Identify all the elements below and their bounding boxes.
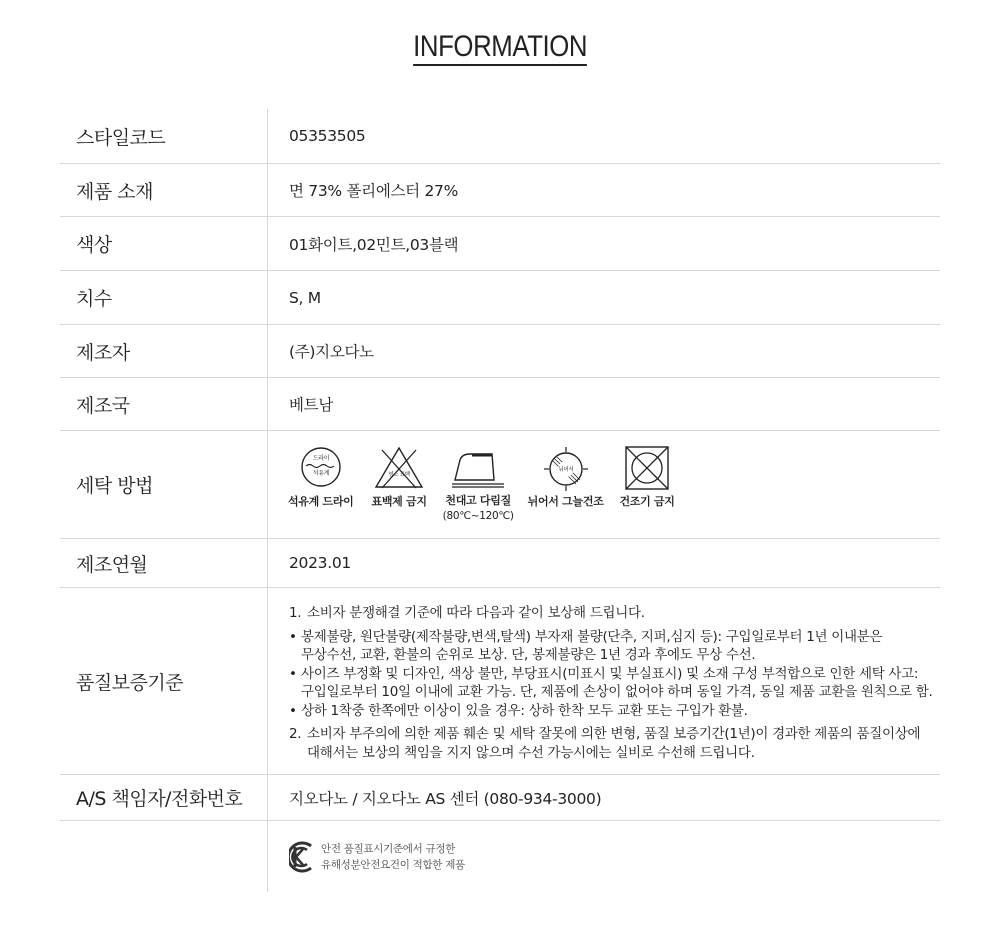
kc-mark-icon (289, 840, 315, 874)
no-bleach-icon (373, 446, 425, 490)
row-manufacturer (60, 325, 940, 378)
row-material (60, 164, 940, 217)
row-style-code (60, 109, 940, 164)
dry-flat-shade-icon (542, 446, 590, 492)
row-country (60, 378, 940, 431)
value-size: S, M (289, 288, 321, 307)
label-washing: 세탁 방법 (60, 431, 268, 538)
value-as-contact: 지오다노 / 지오다노 AS 센터 (080-934-3000) (289, 789, 602, 808)
kc-text (321, 841, 465, 873)
label-manufactured-date: 제조연월 (60, 539, 268, 587)
kc-text-line2: 유해성분안전요건이 적합한 제품 (321, 858, 465, 871)
label-manufacturer: 제조자 (60, 325, 268, 377)
care-label-no-tumble: 건조기 금지 (619, 495, 675, 508)
kc-text-line1: 안전 품질표시기준에서 규정한 (321, 842, 456, 855)
value-manufactured-date: 2023.01 (289, 554, 351, 572)
warranty-bullet (289, 628, 940, 665)
warranty-bullet-3-text: 상하 1착중 한쪽에만 이상이 있을 경우: 상하 한착 모두 교환 또는 구입가 환불. (301, 702, 748, 719)
iron-temperature-text: (80℃~120℃) (442, 509, 514, 522)
warranty-bullet-2-text: 사이즈 부정확 및 디자인, 색상 불만, 부당표시(미표시 및 부실표시) 및 소재 구성 부적합으로 인한 세탁 사고: 구입일로부터 10일 이내에 교환 가능. 단, 제품에 손상이 없어야 하며 동일 가격, 동일 제품 교환을 원칙으로 함. (301, 665, 933, 700)
warranty-text (268, 588, 940, 774)
washing-icons (268, 431, 940, 538)
dry-clean-petroleum-icon (298, 446, 344, 488)
care-item-no-tumble (619, 446, 674, 510)
warranty-bullet (289, 665, 940, 702)
label-empty (60, 821, 268, 892)
value-color: 01화이트,02민트,03블랙 (289, 235, 459, 254)
warranty-bullet (289, 702, 940, 721)
care-label-dry-clean: 석유계 드라이 (288, 495, 354, 508)
value-style-code: 05353505 (289, 127, 366, 145)
dry-flat-inner-text: 뉘어서 (558, 467, 574, 473)
row-color (60, 217, 940, 271)
row-warranty (60, 588, 940, 775)
no-tumble-dry-icon (623, 446, 671, 490)
iron-with-cloth-icon (450, 446, 506, 490)
kc-certification (268, 821, 940, 892)
value-manufacturer: (주)지오다노 (289, 343, 374, 361)
warranty-item-2-text: 소비자 부주의에 의한 제품 훼손 및 세탁 잘못에 의한 변형, 품질 보증기간(1년)이 경과한 제품의 품질이상에 대해서는 보상의 책임을 지지 않으며 수선 가능시에는 실비로 수선해 드립니다. (307, 726, 921, 761)
bullet-mark: • (289, 702, 297, 719)
warranty-item-1-text: 소비자 분쟁해결 기준에 따라 다음과 같이 보상해 드립니다. (307, 605, 645, 621)
page-title: INFORMATION (413, 30, 587, 66)
care-item-dry-clean (288, 446, 354, 510)
care-label-no-bleach: 표백제 금지 (371, 495, 427, 508)
care-label-iron (443, 494, 514, 524)
warranty-item-2-num: 2. (289, 726, 302, 742)
page-title-wrap (0, 30, 1000, 66)
dry-clean-top-text: 드라이 (312, 455, 329, 462)
label-warranty: 품질보증기준 (60, 588, 268, 774)
dry-clean-bottom-text: 석유계 (312, 470, 329, 477)
label-country: 제조국 (60, 378, 268, 430)
value-country: 베트남 (289, 396, 334, 414)
row-manufactured-date (60, 539, 940, 588)
row-washing (60, 431, 940, 539)
value-material: 면 73% 폴리에스터 27% (289, 182, 459, 200)
label-style-code: 스타일코드 (60, 109, 268, 163)
warranty-bullet-1-text: 봉제불량, 원단불량(제작불량,변색,탈색) 부자재 불량(단추, 지퍼,심지 등): 구입일로부터 1년 이내분은 무상수선, 교환, 환불의 순위로 보상. 단, 봉제불량은 1년 경과 후에도 무상 수선. (301, 628, 883, 663)
warranty-item-1-num: 1. (289, 605, 302, 621)
bullet-mark: • (289, 665, 297, 682)
care-item-iron (443, 446, 514, 524)
row-kc-mark (60, 821, 940, 892)
care-item-dry-flat (528, 446, 604, 510)
row-as-contact (60, 775, 940, 821)
warranty-item-1 (289, 604, 940, 623)
bullet-mark: • (289, 628, 297, 645)
product-info-table (60, 109, 940, 892)
no-bleach-inner-text: 염소 표백 (388, 472, 410, 478)
row-size (60, 271, 940, 325)
label-color: 색상 (60, 217, 268, 270)
care-item-no-bleach (372, 446, 427, 510)
care-label-dry-flat: 뉘어서 그늘건조 (527, 495, 604, 508)
warranty-item-2 (289, 725, 940, 762)
label-as-contact: A/S 책임자/전화번호 (60, 775, 268, 820)
label-size: 치수 (60, 271, 268, 324)
iron-label-text: 천대고 다림질 (445, 494, 511, 507)
label-material: 제품 소재 (60, 164, 268, 216)
